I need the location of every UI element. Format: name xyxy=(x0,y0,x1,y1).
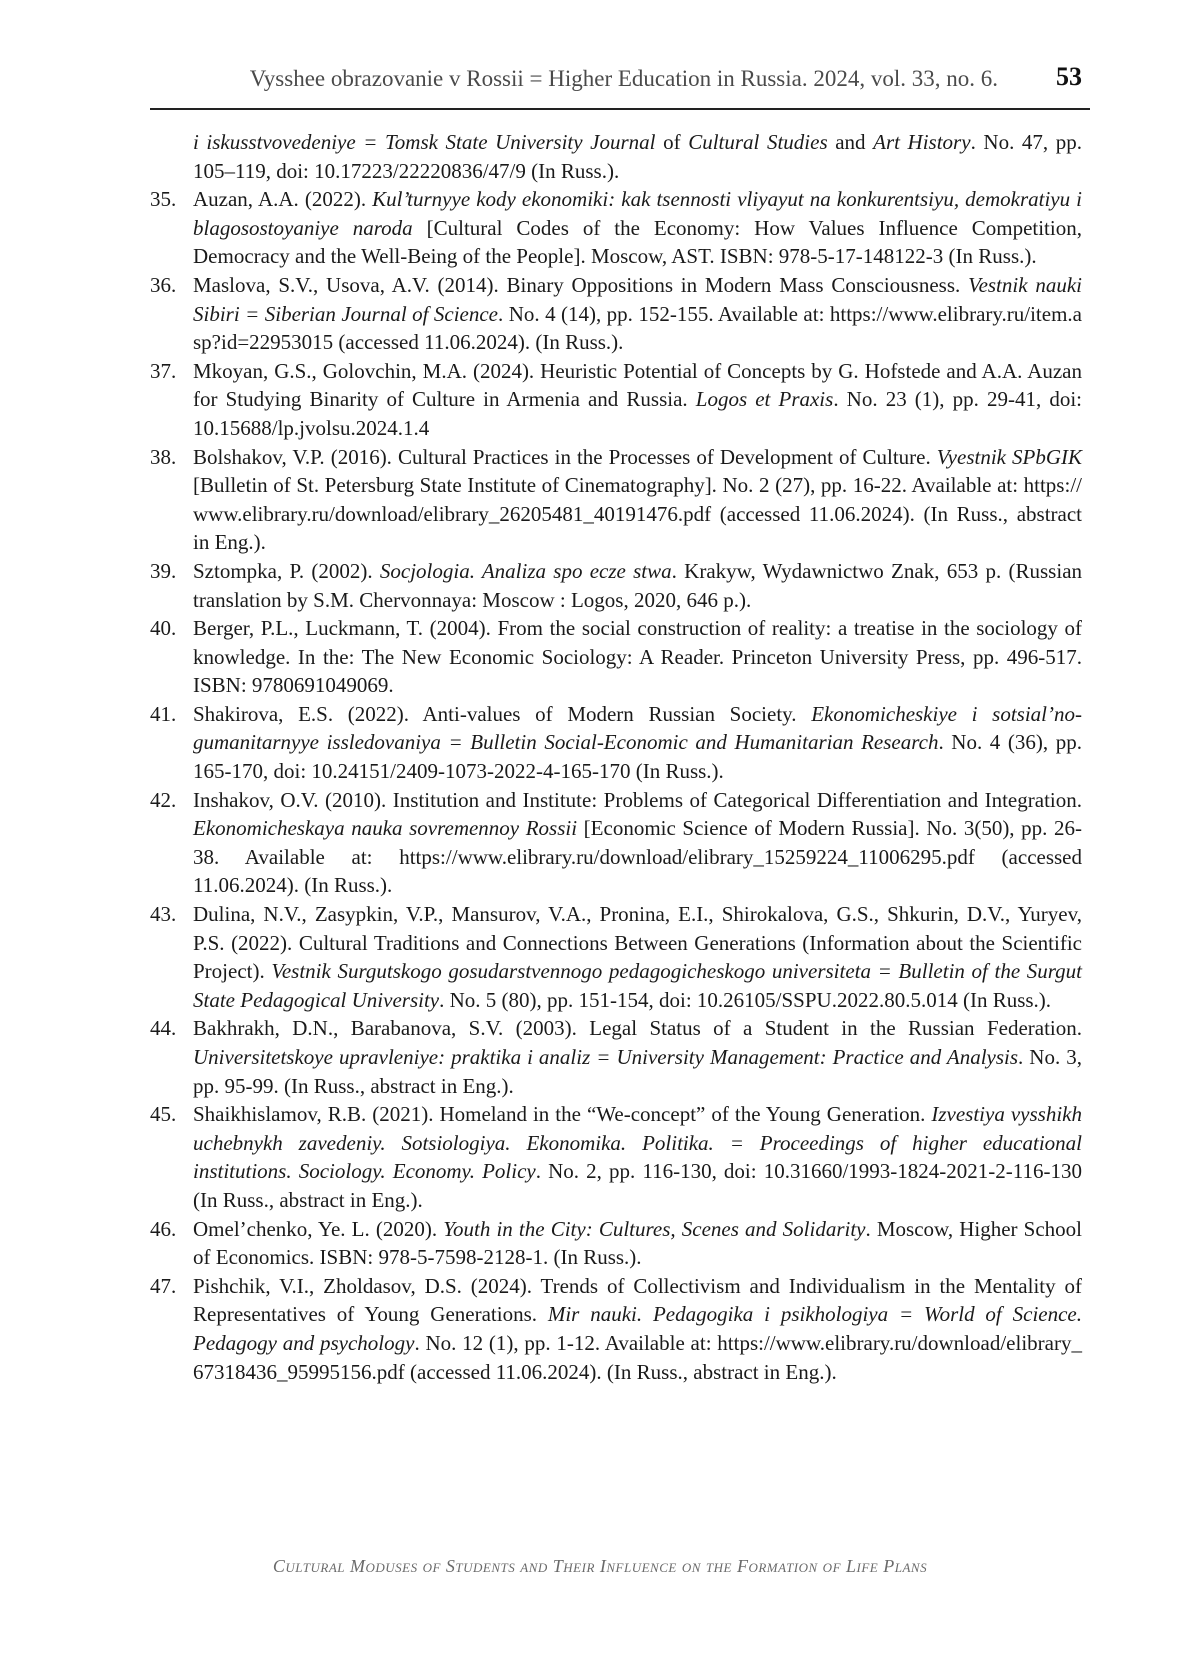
reference-italic-segment: Art History xyxy=(873,130,971,154)
reference-segment: (accessed 11.06.2024). (In Russ.). xyxy=(193,844,1083,898)
reference-item xyxy=(150,443,1082,557)
reference-number: 37. xyxy=(150,358,177,383)
reference-italic-segment: Logos et Praxis xyxy=(695,387,834,412)
reference-number: 47. xyxy=(150,1273,177,1298)
reference-segment: Berger, P.L., Luckmann, T. (2004). From the social construction of reality: a treatise in the sociology of knowledge. In the: The New Economic Sociology: A Reader. Princeton University Press, pp. 496-517. ISBN: 9780691049069. xyxy=(193,616,1082,698)
reference-segment: . No. 4 (14), pp. 152-155. Available at: xyxy=(498,301,830,326)
reference-number: 35. xyxy=(150,187,177,212)
journal-title: Vysshee obrazovanie v Rossii = Higher Education in Russia. 2024, vol. 33, no. 6. xyxy=(249,66,998,91)
reference-number: 39. xyxy=(150,558,177,583)
reference-segment: . No. 3, pp. 95-99. (In Russ., abstract in Eng.). xyxy=(193,1045,1082,1098)
reference-segment: Sztompka, P. (2002). xyxy=(193,558,380,583)
reference-list xyxy=(150,128,1082,1386)
reference-segment: Maslova, S.V., Usova, A.V. (2014). Binary Oppositions in Modern Mass Consciousness. xyxy=(193,272,969,297)
reference-item xyxy=(150,271,1082,357)
reference-text xyxy=(193,1014,1082,1100)
reference-segment: Auzan, A.A. (2022). xyxy=(193,187,373,212)
reference-url[interactable]: https://www.elibrary.ru/download/elibrary_26205481_40191476.pdf xyxy=(193,473,1082,526)
reference-text xyxy=(193,1272,1082,1386)
reference-segment: Dulina, N.V., Zasypkin, V.P., Mansurov, V.A., Pronina, E.I., Shirokalova, G.S., Shkurin, D.V., Yuryev, P.S. (2022). Cultural Traditions and Connections Between Generations (Information about the Scientific Project). xyxy=(193,902,1082,984)
reference-item xyxy=(150,900,1082,1014)
reference-text xyxy=(193,357,1082,443)
reference-segment: Mkoyan, G.S., Golovchin, M.A. (2024). Heuristic Potential of Concepts by G. Hofstede and A.A. Auzan for Studying Binarity of Culture in Armenia and Russia. xyxy=(193,358,1082,412)
reference-segment: . Moscow, Higher School of Economics. ISBN: 978-5-7598-2128-1. (In Russ.). xyxy=(193,1216,1082,1270)
reference-italic-segment: i iskusstvovedeniye = Tomsk State University Journal xyxy=(193,130,656,154)
reference-segment: (accessed 11.06.2024). (In Russ., abstract in Eng.). xyxy=(404,1359,837,1384)
reference-text xyxy=(193,700,1082,786)
reference-italic-segment: Youth in the City: Cultures, Scenes and Solidarity xyxy=(443,1216,866,1241)
reference-item xyxy=(150,1100,1082,1214)
reference-text xyxy=(193,614,1082,700)
reference-segment: . No. 5 (80), pp. 151-154, doi: 10.26105/SSPU.2022.80.5.014 (In Russ.). xyxy=(439,987,1052,1012)
reference-text xyxy=(193,900,1082,1014)
reference-number: 40. xyxy=(150,616,177,641)
page-number: 53 xyxy=(1056,62,1082,91)
reference-item xyxy=(150,557,1082,614)
reference-url[interactable]: https://www.elibrary.ru/download/elibrary_67318436_95995156.pdf xyxy=(193,1330,1082,1384)
reference-segment: Shaikhislamov, R.B. (2021). Homeland in the “We-concept” of the Young Generation. xyxy=(193,1102,932,1127)
reference-item xyxy=(150,185,1082,271)
reference-italic-segment: Cultural Studies xyxy=(688,130,828,154)
reference-segment: of xyxy=(655,130,689,154)
reference-segment: and xyxy=(827,130,874,154)
reference-segment: [Cultural Codes of the Economy: How Values Influence Competition, Democracy and the Well-Being of the People]. Moscow, AST. ISBN: 978-5-17-148122-3 (In Russ.). xyxy=(193,215,1082,269)
reference-italic-segment: Socjologia. Analiza spo ecze stwa xyxy=(379,558,672,583)
reference-segment: Omel’chenko, Ye. L. (2020). xyxy=(193,1216,444,1241)
reference-item xyxy=(150,1272,1082,1386)
reference-segment: (accessed 11.06.2024). (In Russ., abstract in Eng.). xyxy=(193,501,1082,555)
reference-italic-segment: Ekonomicheskaya nauka sovremennoy Rossii xyxy=(193,816,578,841)
reference-segment: Bolshakov, V.P. (2016). Cultural Practices in the Processes of Development of Culture. xyxy=(193,444,937,469)
reference-item xyxy=(150,1014,1082,1100)
reference-item xyxy=(150,700,1082,786)
reference-text xyxy=(193,271,1082,357)
reference-segment: [Bulletin of St. Petersburg State Institute of Cinematography]. No. 2 (27), pp. 16-22. Available at: xyxy=(193,473,1024,498)
reference-number: 43. xyxy=(150,902,177,927)
reference-italic-segment: Universitetskoye upravleniye: praktika i analiz = University Management: Practice and Analysis xyxy=(193,1045,1019,1069)
reference-number: 42. xyxy=(150,787,177,812)
running-footer: Cultural Moduses of Students and Their Influence on the Formation of Life Plans xyxy=(272,1556,928,1576)
reference-item xyxy=(150,1215,1082,1272)
reference-segment: Shakirova, E.S. (2022). Anti-values of Modern Russian Society. xyxy=(193,701,812,726)
reference-segment: Inshakov, O.V. (2010). Institution and Institute: Problems of Categorical Differentiation and Integration. xyxy=(193,787,1082,812)
reference-italic-segment: Ekonomicheskiye i sotsial’no-gumanitarnyye issledovaniya = Bulletin Social-Economic and Humanitarian Research xyxy=(193,701,1082,755)
reference-segment: . Krakyw, Wydawnictwo Znak, 653 p. (Russian translation by S.M. Chervonnaya: Moscow : Logos, 2020, 646 p.). xyxy=(193,558,1083,612)
reference-italic-segment: Mir nauki. Pedagogika i psikhologiya = World of Science. Pedagogy and psychology xyxy=(193,1302,1082,1355)
reference-segment: . No. 47, pp. 105–119, doi: 10.17223/22220836/47/9 (In Russ.). xyxy=(193,130,1082,183)
reference-number: 36. xyxy=(150,272,177,297)
reference-segment: . No. 2, pp. 116-130, doi: 10.31660/1993-1824-2021-2-116-130 (In Russ., abstract in Eng.). xyxy=(193,1159,1082,1212)
reference-number: 45. xyxy=(150,1102,177,1127)
reference-text xyxy=(193,1215,1082,1272)
reference-item xyxy=(150,786,1082,900)
reference-text xyxy=(193,1100,1082,1214)
reference-segment: . No. 4 (36), pp. 165-170, doi: 10.24151/2409-1073-2022-4-165-170 (In Russ.). xyxy=(193,730,1082,784)
reference-number: 38. xyxy=(150,444,177,469)
reference-segment: . No. 23 (1), pp. 29-41, doi: 10.15688/lp.jvolsu.2024.1.4 xyxy=(193,387,1082,440)
reference-segment: [Economic Science of Modern Russia]. No. 3(50), pp. 26-38. Available at: xyxy=(193,816,1082,869)
reference-text xyxy=(193,786,1082,900)
reference-number: 46. xyxy=(150,1216,177,1241)
reference-number: 41. xyxy=(150,701,177,726)
reference-text xyxy=(193,557,1082,614)
reference-text xyxy=(193,443,1082,557)
reference-segment: . No. 12 (1), pp. 1-12. Available at: xyxy=(414,1330,718,1355)
reference-italic-segment: Izvestiya vysshikh uchebnykh zavedeniy. Sotsiologiya. Ekonomika. Politika. = Proceedings of higher educational institutions. Sociology. Economy. Policy xyxy=(193,1102,1082,1184)
reference-italic-segment: Vestnik nauki Sibiri = Siberian Journal of Science xyxy=(193,272,1082,326)
reference-url[interactable]: https://www.elibrary.ru/download/elibrary_15259224_11006295.pdf xyxy=(399,844,975,869)
reference-italic-segment: Kul’turnyye kody ekonomiki: kak tsennosti vliyayut na konkurentsiyu, demokratiyu i blagosostoyaniye naroda xyxy=(193,187,1083,240)
reference-item xyxy=(150,614,1082,700)
reference-italic-segment: Vestnik Surgutskogo gosudarstvennogo pedagogicheskogo universiteta = Bulletin of the Surgut State Pedagogical University xyxy=(193,959,1082,1012)
reference-italic-segment: Vyestnik SPbGIK xyxy=(936,444,1082,469)
page-header xyxy=(150,62,1090,110)
reference-item xyxy=(150,357,1082,443)
reference-text xyxy=(193,185,1082,271)
reference-url[interactable]: https://www.elibrary.ru/item.asp?id=22953015 xyxy=(193,301,1082,355)
reference-segment: Pishchik, V.I., Zholdasov, D.S. (2024). Trends of Collectivism and Individualism in the Mentality of Representatives of Young Generations. xyxy=(193,1273,1082,1327)
reference-number: 44. xyxy=(150,1016,177,1041)
reference-segment: Bakhrakh, D.N., Barabanova, S.V. (2003). Legal Status of a Student in the Russian Federation. xyxy=(193,1016,1082,1041)
reference-segment: (accessed 11.06.2024). (In Russ.). xyxy=(333,330,624,355)
reference-continuation xyxy=(150,128,1082,185)
